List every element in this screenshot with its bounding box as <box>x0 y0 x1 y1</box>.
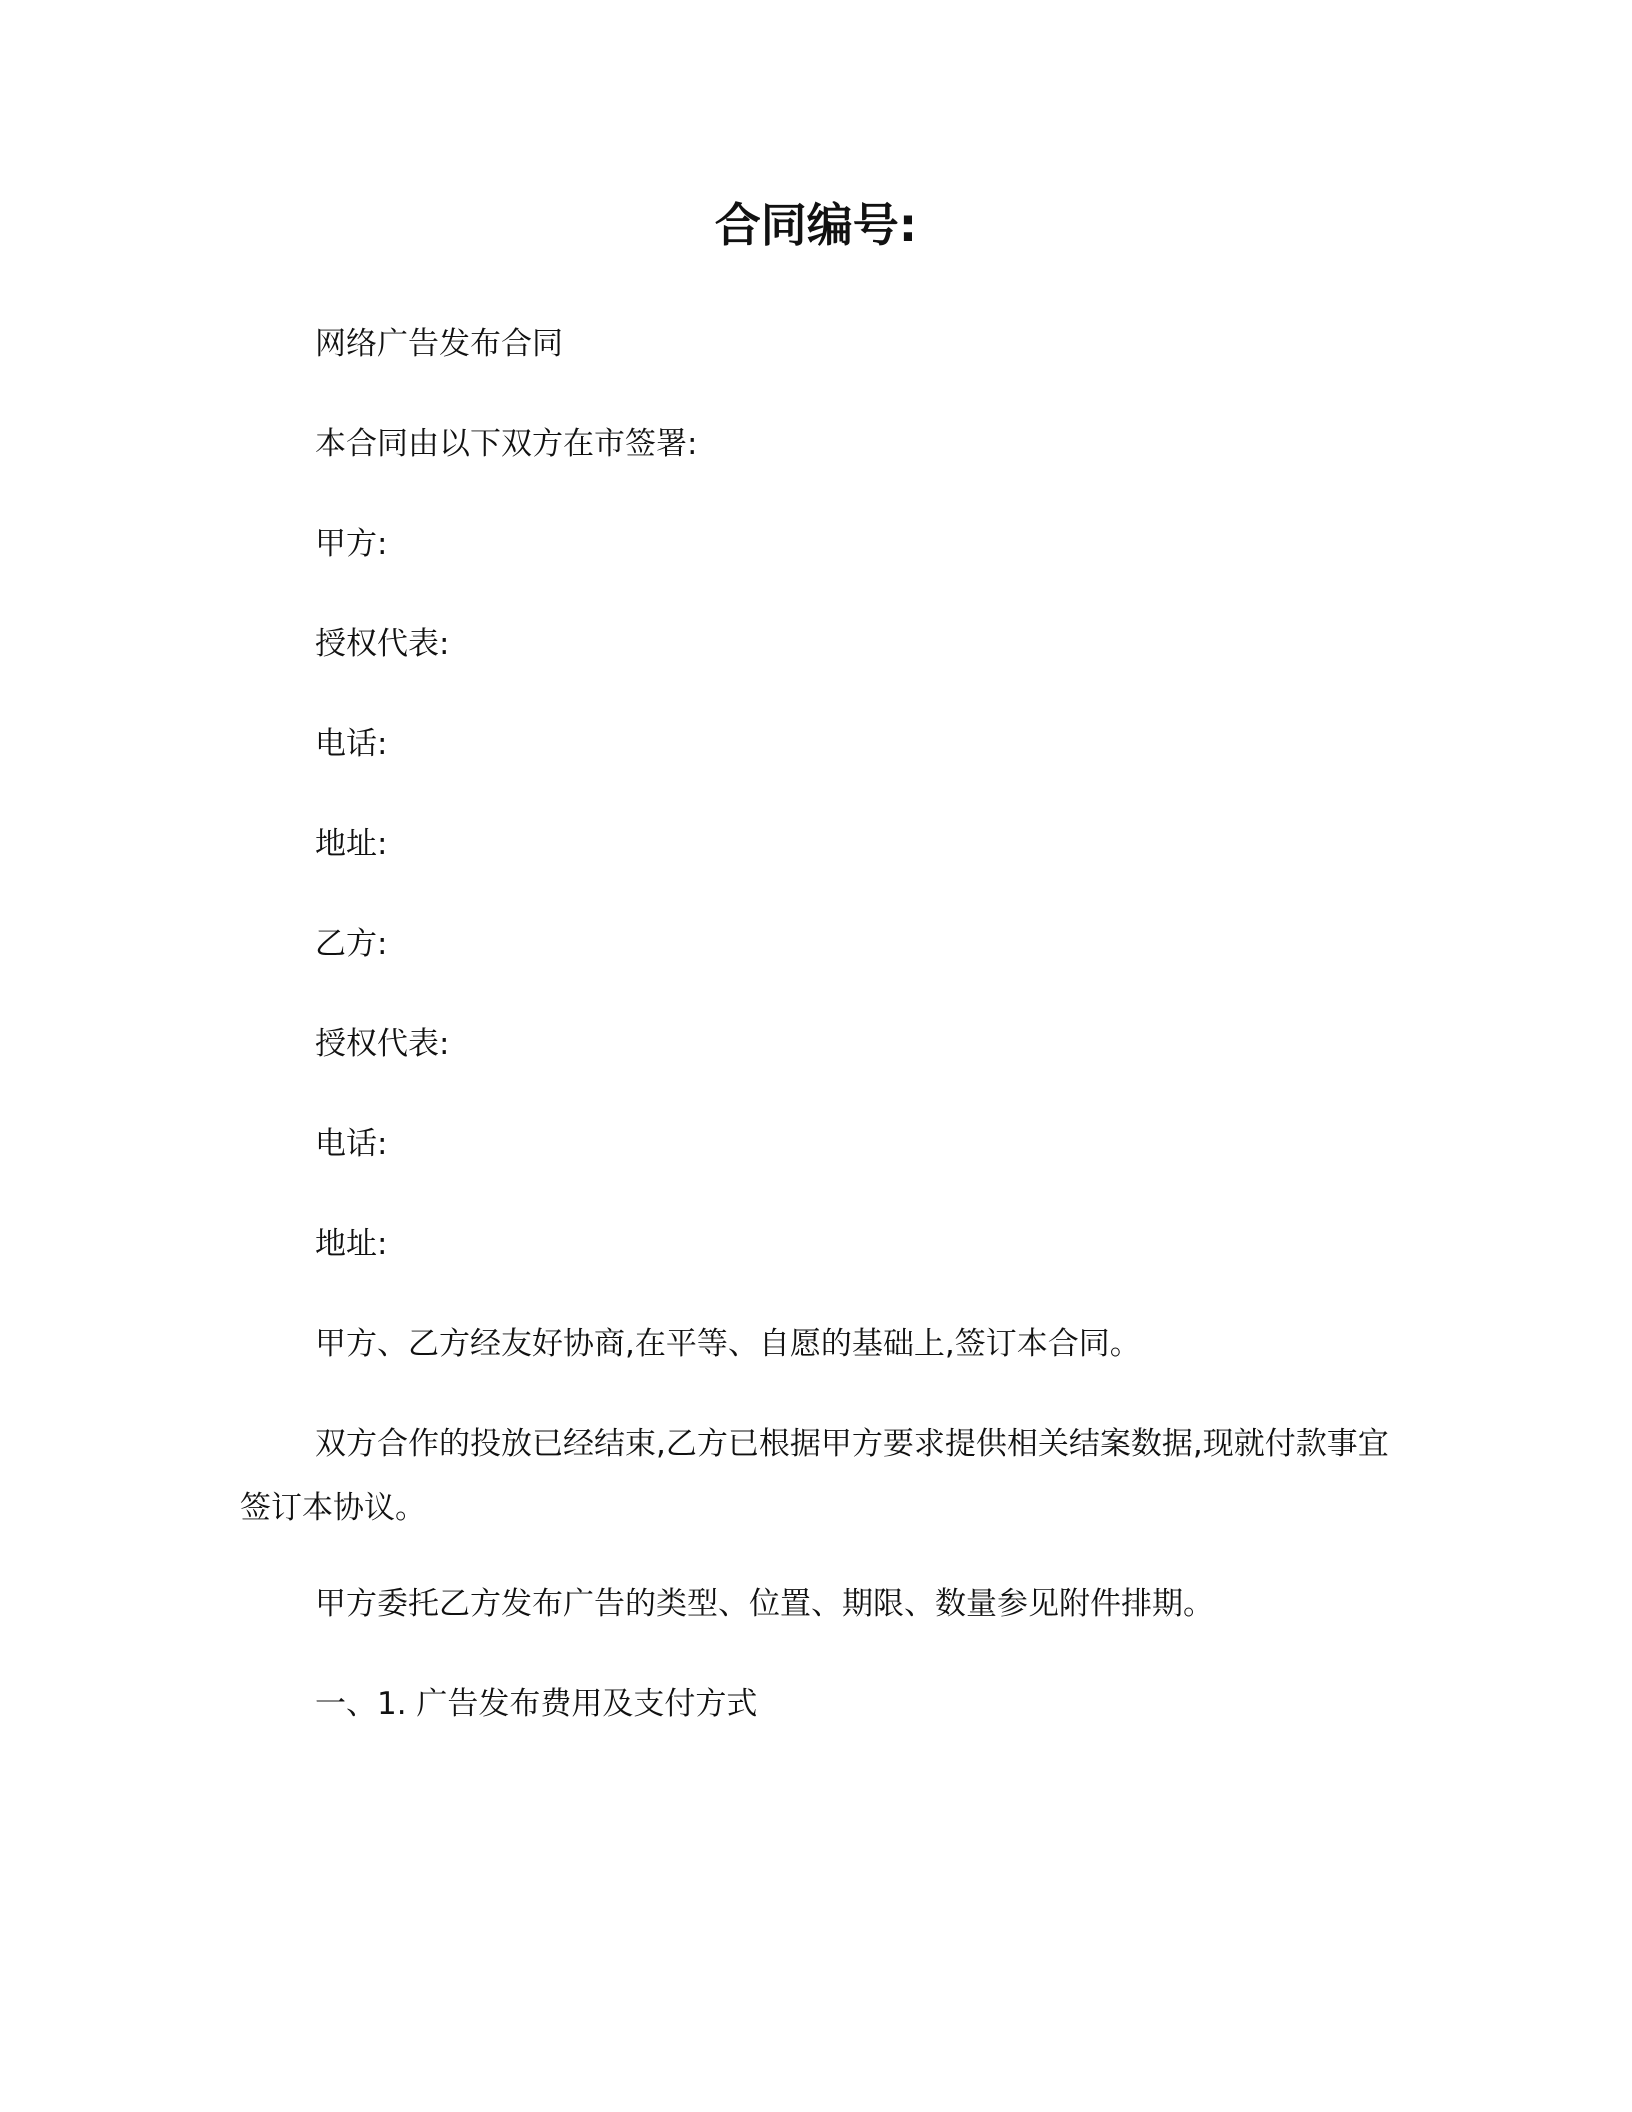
paragraph-agreement: 甲方、乙方经友好协商,在平等、自愿的基础上,签订本合同。 <box>315 1326 1141 1362</box>
party-b-address: 地址: <box>315 1226 388 1262</box>
party-a-label: 甲方: <box>315 526 388 562</box>
document-title: 合同编号: <box>714 198 918 252</box>
party-b-phone: 电话: <box>315 1126 388 1162</box>
party-b-label: 乙方: <box>315 926 388 962</box>
party-a-phone: 电话: <box>315 726 388 762</box>
paragraph-payment-context: 双方合作的投放已经结束,乙方已根据甲方要求提供相关结案数据,现就付款事宜签订本协议。 <box>240 1426 1389 1526</box>
party-b-representative: 授权代表: <box>315 1026 450 1062</box>
contract-name: 网络广告发布合同 <box>315 326 563 362</box>
party-a-representative: 授权代表: <box>315 626 450 662</box>
intro-line: 本合同由以下双方在市签署: <box>315 426 698 462</box>
party-a-address: 地址: <box>315 826 388 862</box>
paragraph-ad-details: 甲方委托乙方发布广告的类型、位置、期限、数量参见附件排期。 <box>315 1586 1214 1622</box>
section-heading-fees: 一、1. 广告发布费用及支付方式 <box>315 1686 758 1722</box>
